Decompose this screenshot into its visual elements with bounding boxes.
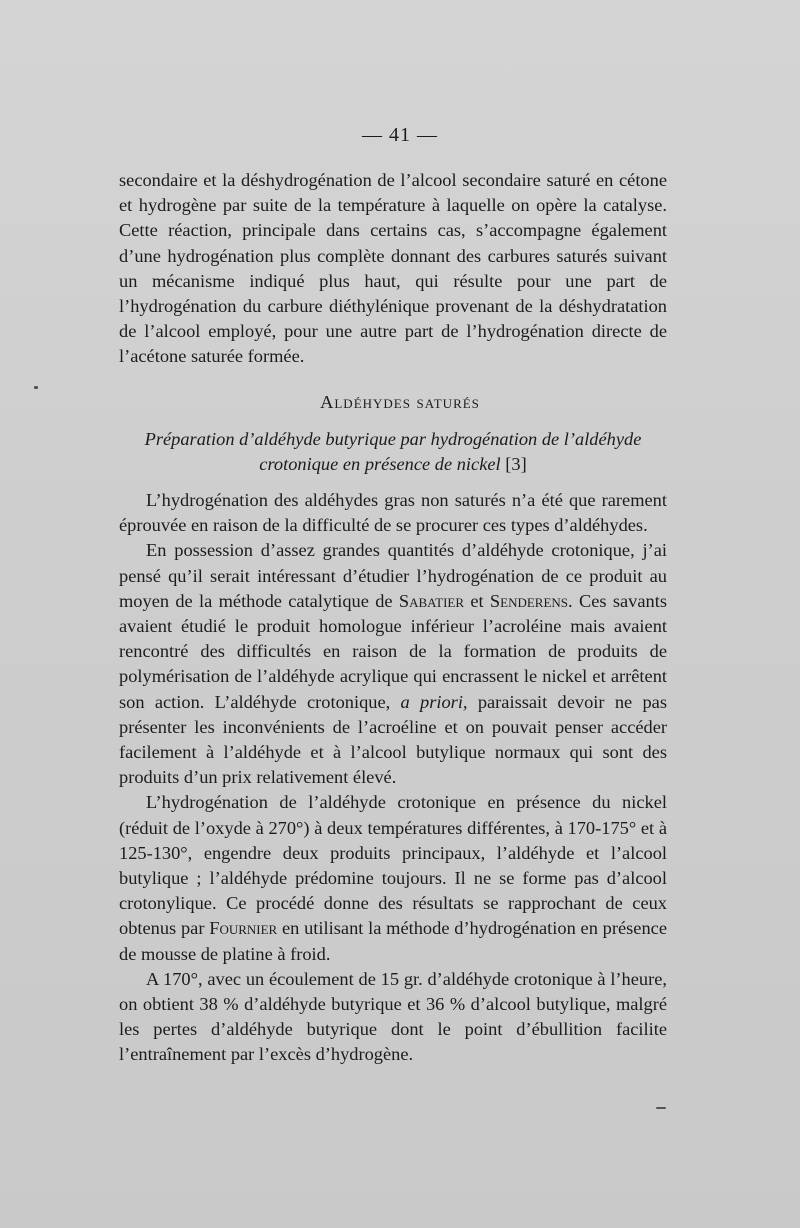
a-priori: a priori, — [400, 691, 468, 712]
paragraph-2-part-b: . Ces savants avaient étudié le produit homologue inférieur l’acroléine mais avaient rencontré des difficultés en raison de la formation de produits de polymérisation de l’aldéhyde acrylique qui encrassent le nickel et arrêtent son action. L’aldéhyde crotonique, — [119, 590, 667, 712]
author-senderens: Senderens — [489, 590, 569, 611]
paragraph-3-part-b: en utilisant la méthode d’hydrogénation en présence de mousse de platine à froid. — [119, 918, 667, 964]
page-number: — 41 — — [362, 124, 438, 146]
author-fournier: Fournier — [209, 918, 278, 939]
body-text — [119, 488, 667, 1068]
subheading-reference: [3] — [505, 454, 527, 474]
top-paragraph: secondaire et la déshydrogénation de l’alcool secondaire saturé en cétone et hydrogène par suite de la température à laquelle on opère la catalyse. Cette réaction, principale dans certains cas, s’accompagne également d’une hydrogénation plus complète donnant des carbures saturés suivant un mécanisme indiqué plus haut, qui résulte pour une part de l’hydrogénation du carbure diéthylénique provenant de la déshydratation de l’alcool employé, pour une autre part de l’hydrogénation directe de l’acétone saturée formée. — [119, 170, 667, 367]
author-sabatier: Sabatier — [398, 590, 465, 611]
paragraph-4: A 170°, avec un écoulement de 15 gr. d’aldéhyde crotonique à l’heure, on obtient 38 % d’aldéhyde butyrique et 36 % d’alcool butylique, malgré les pertes d’aldéhyde butyrique dont le point d’ébullition facilite l’entraînement par l’excès d’hydrogène. — [119, 968, 667, 1065]
paragraph-1: L’hydrogénation des aldéhydes gras non saturés n’a été que rarement éprouvée en raison de la difficulté de se procurer ces types d’aldéhydes. — [119, 490, 667, 536]
paragraph-2-and: et — [470, 590, 484, 611]
paragraph-2 — [119, 538, 667, 790]
scan-speck — [656, 1107, 666, 1109]
paragraph-2-part-a: En possession d’assez grandes quantités d’aldéhyde crotonique, j’ai pensé qu’il serait intéressant d’étudier l’hydrogénation de ce produit au moyen de la méthode catalytique de — [119, 540, 667, 611]
subheading-line2: crotonique en présence de nickel — [259, 454, 501, 474]
top-paragraph-block — [119, 168, 667, 370]
paragraph-3 — [119, 790, 667, 966]
subheading — [119, 427, 667, 477]
paragraph-2-part-c: paraissait devoir ne pas présenter les inconvénients de l’acroéline et on pouvait penser accéder facilement à l’aldéhyde et à l’alcool butylique normaux qui sont des produits d’un prix relativement élevé. — [119, 691, 667, 788]
scan-speck — [34, 386, 38, 389]
paragraph-3-part-a: L’hydrogénation de l’aldéhyde crotonique en présence du nickel (réduit de l’oxyde à 270°) à deux températures différentes, à 170-175° et à 125-130°, engendre deux produits principaux, l’aldéhyde et l’alcool butylique ; l’aldéhyde prédomine toujours. Il ne se forme pas d’alcool crotonylique. Ce procédé donne des résultats se rapprochant de ceux obtenus par — [119, 792, 667, 939]
subheading-line1: Préparation d’aldéhyde butyrique par hydrogénation de l’aldéhyde — [144, 429, 642, 449]
section-heading: Aldéhydes saturés — [320, 392, 480, 412]
